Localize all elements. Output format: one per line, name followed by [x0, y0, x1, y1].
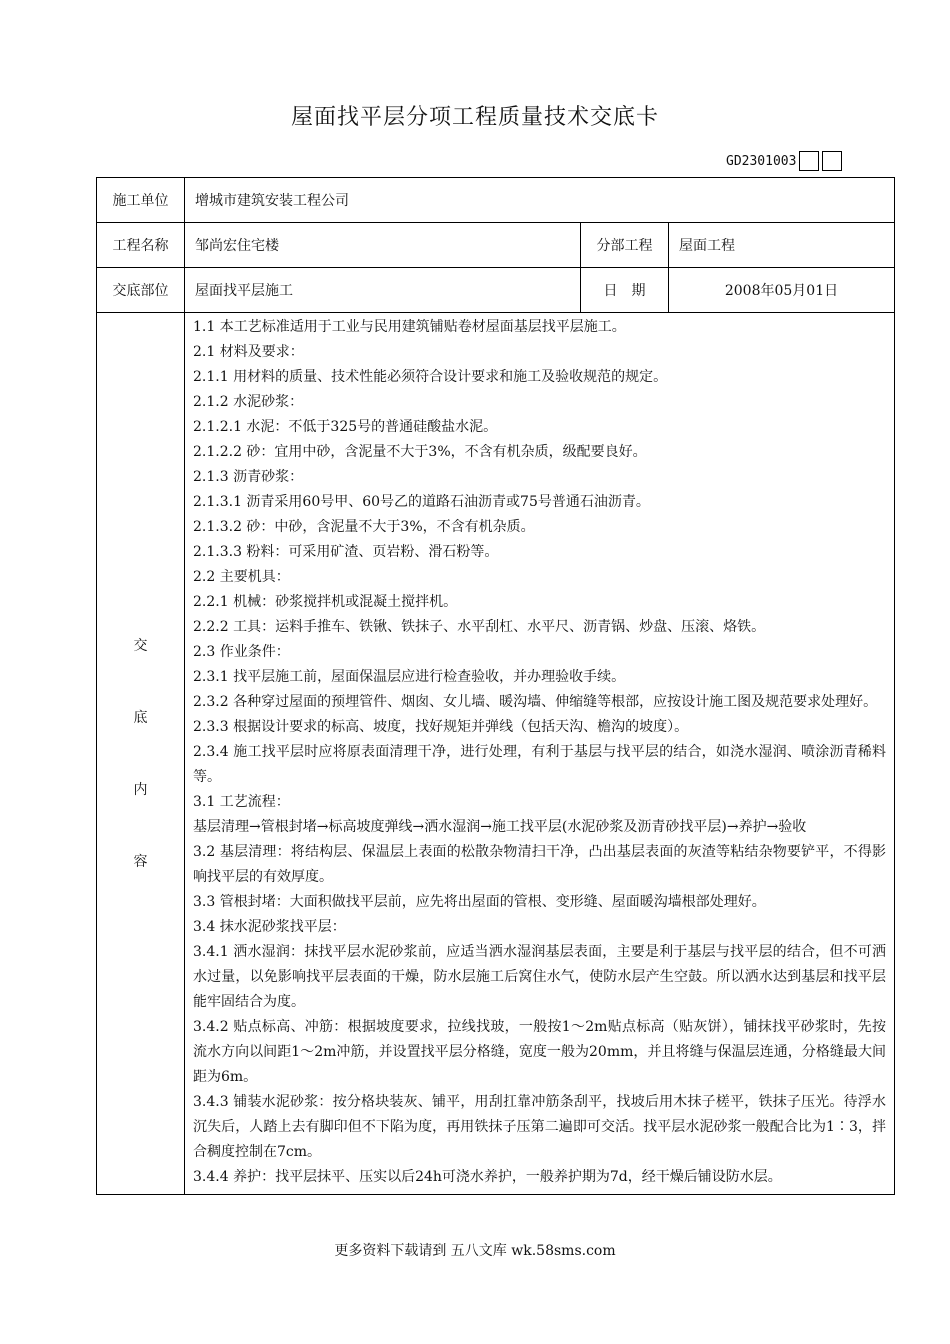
row-project-name: [97, 223, 895, 268]
division-label: 分部工程: [581, 223, 669, 268]
project-name-value: 邹尚宏住宅楼: [185, 223, 581, 268]
footer-text[interactable]: 更多资料下载请到 五八文库 wk.58sms.com: [334, 1243, 616, 1259]
content-line: 3.4.1 洒水湿润：抹找平层水泥砂浆前，应适当洒水湿润基层表面，主要是利于基层与找平层的结合，但不可洒水过量，以免影响找平层表面的干燥，防水层施工后窝住水气，使防水层产生空鼓。所以洒水达到基层和找平层能牢固结合为度。: [193, 944, 886, 1010]
content-line: 2.1.2.2 砂：宜用中砂，含泥量不大于3%，不含有机杂质，级配要良好。: [193, 444, 647, 460]
content-line: 2.1.2.1 水泥：不低于325号的普通硅酸盐水泥。: [193, 419, 498, 435]
content-line: 3.4.3 铺装水泥砂浆：按分格块装灰、铺平，用刮扛靠冲筋条刮平，找坡后用木抹子槎平，铁抹子压光。待浮水沉失后，人踏上去有脚印但不下陷为度，再用铁抹子压第二遍即可交活。找平层水泥砂浆一般配合比为1∶3，拌合稠度控制在7cm。: [193, 1094, 886, 1160]
content-line: 3.4.4 养护：找平层抹平、压实以后24h可浇水养护，一般养护期为7d，经干燥后铺设防水层。: [193, 1169, 782, 1185]
document-title: 屋面找平层分项工程质量技术交底卡: [290, 105, 659, 130]
division-value: 屋面工程: [669, 223, 895, 268]
content-line: 3.2 基层清理：将结构层、保温层上表面的松散杂物清扫干净，凸出基层表面的灰渣等粘结杂物要铲平，不得影响找平层的有效厚度。: [193, 844, 886, 885]
side-char: 内: [133, 781, 148, 798]
document-code-text: GD2301003: [726, 153, 797, 169]
content-line: 2.2.2 工具：运料手推车、铁锹、铁抹子、水平刮杠、水平尺、沥青锅、炒盘、压滚、烙铁。: [193, 619, 766, 635]
content-side-label: [97, 313, 185, 1195]
disclosure-part-label: 交底部位: [97, 268, 185, 313]
content-line: 2.1.3.1 沥青采用60号甲、60号乙的道路石油沥青或75号普通石油沥青。: [193, 494, 650, 510]
content-line: 2.1.3 沥青砂浆：: [193, 469, 304, 485]
date-value: 2008年05月01日: [669, 268, 895, 313]
content-line: 2.1 材料及要求：: [193, 344, 304, 360]
row-disclosure-part: [97, 268, 895, 313]
content-line: 3.1 工艺流程：: [193, 794, 290, 810]
content-line: 2.1.3.3 粉料：可采用矿渣、页岩粉、滑石粉等。: [193, 544, 499, 560]
content-line: 2.1.2 水泥砂浆：: [193, 394, 304, 410]
content-line: 3.4 抹水泥砂浆找平层：: [193, 919, 346, 935]
disclosure-content: [185, 313, 895, 1195]
construction-unit-label: 施工单位: [97, 178, 185, 223]
project-name-label: 工程名称: [97, 223, 185, 268]
document-code: [726, 150, 842, 172]
content-line: 2.3.1 找平层施工前，屋面保温层应进行检查验收，并办理验收手续。: [193, 669, 626, 685]
content-line: 基层清理→管根封堵→标高坡度弹线→洒水湿润→施工找平层(水泥砂浆及沥青砂找平层)→养护→验收: [193, 819, 807, 835]
side-char: 交: [133, 637, 148, 654]
code-checkbox-2[interactable]: [822, 151, 842, 171]
row-construction-unit: [97, 178, 895, 223]
content-line: 2.2 主要机具：: [193, 569, 290, 585]
disclosure-part-value: 屋面找平层施工: [185, 268, 581, 313]
content-line: 2.3.2 各种穿过屋面的预埋管件、烟囱、女儿墙、暖沟墙、伸缩缝等根部，应按设计施工图及规范要求处理好。: [193, 694, 878, 710]
content-line: 2.1.1 用材料的质量、技术性能必须符合设计要求和施工及验收规范的规定。: [193, 369, 668, 385]
construction-unit-value: 增城市建筑安装工程公司: [185, 178, 895, 223]
content-line: 2.1.3.2 砂：中砂，含泥量不大于3%，不含有机杂质。: [193, 519, 535, 535]
content-line: 2.3.4 施工找平层时应将原表面清理干净，进行处理，有利于基层与找平层的结合，如浇水湿润、喷涂沥青稀料等。: [193, 744, 886, 785]
content-line: 3.3 管根封堵：大面积做找平层前，应先将出屋面的管根、变形缝、屋面暖沟墙根部处理好。: [193, 894, 766, 910]
content-line: 2.3.3 根据设计要求的标高、坡度，找好规矩并弹线（包括天沟、檐沟的坡度）。: [193, 719, 689, 735]
code-checkbox-1[interactable]: [799, 151, 819, 171]
side-char: 底: [133, 709, 148, 726]
side-char: 容: [133, 853, 148, 870]
content-line: 2.2.1 机械：砂浆搅拌机或混凝土搅拌机。: [193, 594, 458, 610]
content-line: 1.1 本工艺标准适用于工业与民用建筑铺贴卷材屋面基层找平层施工。: [193, 319, 626, 335]
row-content: [97, 313, 895, 1195]
content-line: 3.4.2 贴点标高、冲筋：根据坡度要求，拉线找玻，一般按1～2m贴点标高（贴灰饼），铺抹找平砂浆时，先按流水方向以间距1～2m冲筋，并设置找平层分格缝，宽度一般为20mm，并且将缝与保温层连通，分格缝最大间距为6m。: [193, 1019, 886, 1085]
date-label: 日 期: [581, 268, 669, 313]
disclosure-card-table: [96, 177, 895, 1195]
content-line: 2.3 作业条件：: [193, 644, 290, 660]
